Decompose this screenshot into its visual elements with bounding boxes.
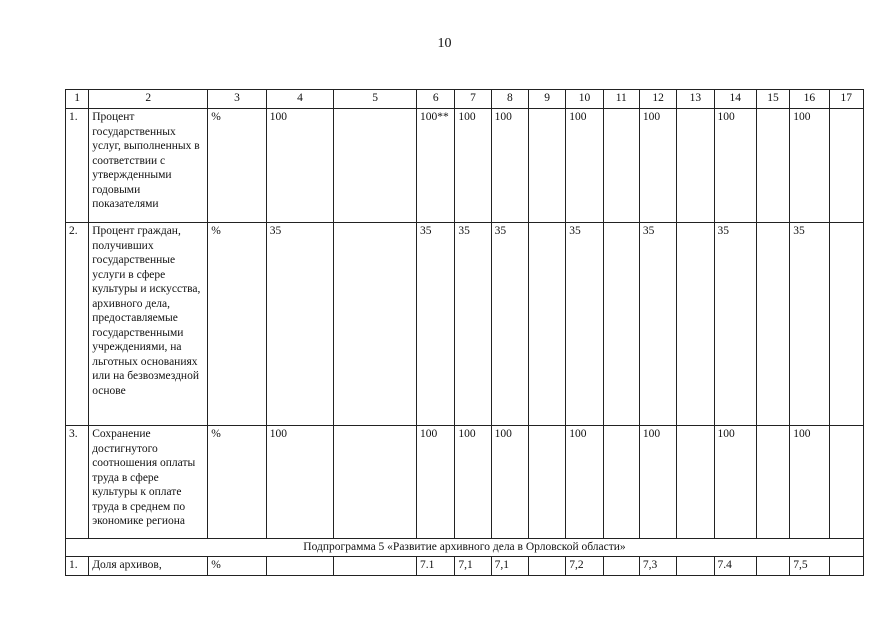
value-cell — [334, 109, 417, 223]
value-cell: 100 — [491, 426, 528, 539]
value-cell — [756, 426, 789, 539]
header-cell: 1 — [66, 90, 89, 109]
row-number: 3. — [66, 426, 89, 539]
value-cell — [266, 557, 334, 576]
value-cell: 100 — [266, 109, 334, 223]
value-cell: 7.4 — [714, 557, 756, 576]
value-cell: 100 — [639, 426, 676, 539]
value-cell: 100 — [714, 426, 756, 539]
value-cell — [603, 557, 639, 576]
header-cell: 13 — [677, 90, 714, 109]
row-number: 1. — [66, 109, 89, 223]
table-row — [66, 109, 864, 223]
row-number: 2. — [66, 223, 89, 426]
header-cell: 4 — [266, 90, 334, 109]
table-row — [66, 557, 864, 576]
header-cell: 9 — [528, 90, 565, 109]
value-cell: 100 — [455, 109, 491, 223]
value-cell: 100 — [639, 109, 676, 223]
header-cell: 7 — [455, 90, 491, 109]
unit-cell: % — [208, 557, 267, 576]
value-cell — [528, 557, 565, 576]
value-cell — [603, 109, 639, 223]
indicator-name: Сохранение достигнутого соотношения оплаты труда в сфере культуры к оплате труда в среднем по экономике региона — [89, 426, 208, 539]
value-cell — [829, 223, 863, 426]
value-cell — [829, 109, 863, 223]
value-cell — [528, 223, 565, 426]
value-cell — [829, 426, 863, 539]
unit-cell: % — [208, 109, 267, 223]
value-cell: 100** — [417, 109, 455, 223]
value-cell — [829, 557, 863, 576]
value-cell — [756, 223, 789, 426]
value-cell — [528, 426, 565, 539]
header-cell: 8 — [491, 90, 528, 109]
value-cell: 35 — [266, 223, 334, 426]
value-cell — [677, 109, 714, 223]
row-number: 1. — [66, 557, 89, 576]
header-row — [66, 90, 864, 109]
value-cell: 35 — [455, 223, 491, 426]
value-cell — [334, 223, 417, 426]
table-row — [66, 426, 864, 539]
value-cell: 100 — [790, 426, 829, 539]
value-cell: 7,1 — [455, 557, 491, 576]
value-cell: 100 — [266, 426, 334, 539]
value-cell — [603, 426, 639, 539]
value-cell: 7,5 — [790, 557, 829, 576]
value-cell: 100 — [491, 109, 528, 223]
value-cell — [677, 557, 714, 576]
value-cell: 35 — [790, 223, 829, 426]
indicators-table — [65, 89, 864, 576]
value-cell: 7.1 — [417, 557, 455, 576]
value-cell — [756, 557, 789, 576]
value-cell: 100 — [417, 426, 455, 539]
value-cell: 100 — [790, 109, 829, 223]
value-cell: 35 — [639, 223, 676, 426]
value-cell — [528, 109, 565, 223]
value-cell: 100 — [714, 109, 756, 223]
header-cell: 10 — [566, 90, 603, 109]
page-number: 10 — [437, 36, 452, 51]
value-cell: 35 — [714, 223, 756, 426]
indicator-name: Доля архивов, — [89, 557, 208, 576]
unit-cell: % — [208, 426, 267, 539]
value-cell: 35 — [491, 223, 528, 426]
value-cell: 7,1 — [491, 557, 528, 576]
value-cell: 7,3 — [639, 557, 676, 576]
value-cell: 7,2 — [566, 557, 603, 576]
value-cell: 35 — [566, 223, 603, 426]
unit-cell: % — [208, 223, 267, 426]
header-cell: 15 — [756, 90, 789, 109]
header-cell: 2 — [89, 90, 208, 109]
value-cell — [677, 426, 714, 539]
subprogram-row — [66, 539, 864, 557]
value-cell — [334, 557, 417, 576]
value-cell: 100 — [566, 109, 603, 223]
value-cell — [603, 223, 639, 426]
value-cell: 35 — [417, 223, 455, 426]
table-row — [66, 223, 864, 426]
value-cell: 100 — [566, 426, 603, 539]
header-cell: 5 — [334, 90, 417, 109]
header-cell: 17 — [829, 90, 863, 109]
header-cell: 3 — [208, 90, 267, 109]
indicator-name: Процент государственных услуг, выполненных в соответствии с утвержденными годовыми показателями — [89, 109, 208, 223]
value-cell — [334, 426, 417, 539]
header-cell: 11 — [603, 90, 639, 109]
indicator-name: Процент граждан, получивших государственные услуги в сфере культуры и искусства, архивного дела, предоставляемые государственными учреждениями, на льготных основаниях или на безвозмездной основе — [89, 223, 208, 426]
header-cell: 16 — [790, 90, 829, 109]
header-cell: 6 — [417, 90, 455, 109]
value-cell — [677, 223, 714, 426]
header-cell: 14 — [714, 90, 756, 109]
value-cell: 100 — [455, 426, 491, 539]
value-cell — [756, 109, 789, 223]
subprogram-title: Подпрограмма 5 «Развитие архивного дела в Орловской области» — [66, 539, 864, 557]
header-cell: 12 — [639, 90, 676, 109]
